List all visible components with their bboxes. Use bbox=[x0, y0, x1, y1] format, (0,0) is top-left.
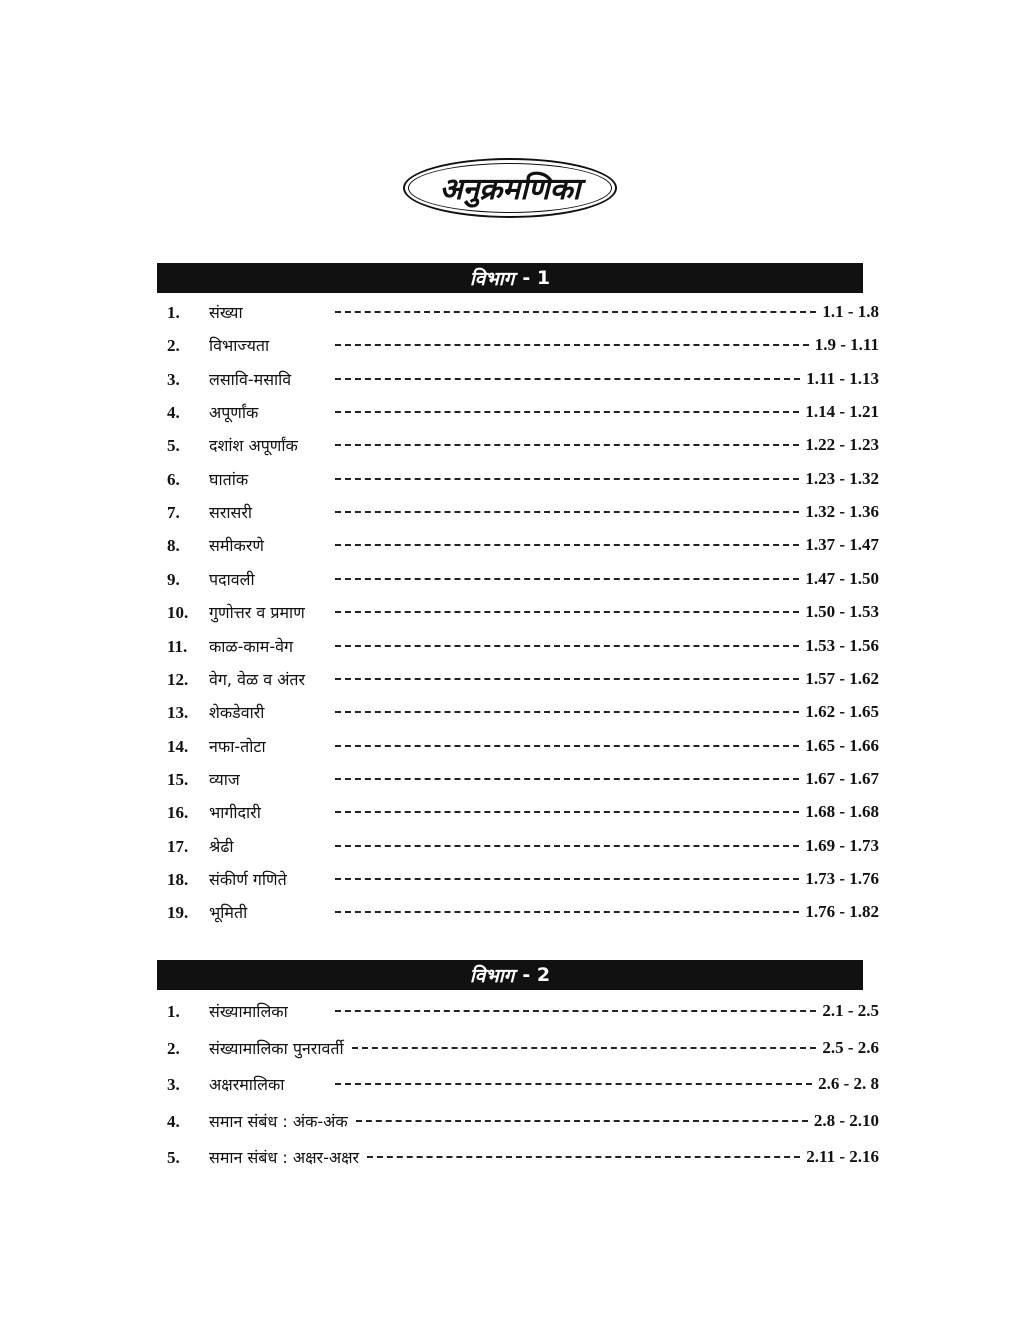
toc-label: श्रेढी bbox=[209, 836, 234, 856]
toc-pages: 1.1 - 1.8 bbox=[822, 302, 879, 321]
toc-leader bbox=[335, 611, 799, 613]
toc-label: समान संबंध : अंक-अंक bbox=[209, 1111, 348, 1131]
toc-label: संख्यामालिका bbox=[209, 1002, 288, 1021]
toc-pages: 2.5 - 2.6 bbox=[822, 1037, 879, 1057]
toc-pages: 1.65 - 1.66 bbox=[805, 735, 879, 755]
toc-row bbox=[157, 797, 879, 827]
toc-leader bbox=[335, 811, 799, 813]
toc-leader bbox=[335, 578, 799, 580]
toc-leader bbox=[335, 878, 799, 880]
toc-row bbox=[157, 297, 879, 327]
toc-leader bbox=[335, 311, 816, 313]
toc-number: 6. bbox=[167, 469, 180, 489]
toc-row bbox=[157, 1033, 879, 1063]
toc-number: 18. bbox=[167, 869, 189, 889]
toc-leader bbox=[335, 911, 799, 913]
toc-row bbox=[157, 597, 879, 627]
toc-row bbox=[157, 1069, 879, 1099]
toc-leader bbox=[335, 1083, 812, 1085]
toc-leader bbox=[335, 645, 799, 647]
toc-leader bbox=[367, 1156, 800, 1158]
toc-pages: 1.32 - 1.36 bbox=[805, 502, 879, 522]
section-1-number: - 1 bbox=[522, 267, 551, 289]
toc-row bbox=[157, 1106, 879, 1136]
toc-leader bbox=[335, 544, 799, 546]
toc-number: 7. bbox=[167, 503, 180, 523]
toc-number: 8. bbox=[167, 536, 180, 556]
toc-pages: 1.62 - 1.65 bbox=[805, 702, 879, 722]
toc-leader bbox=[335, 411, 799, 413]
section-1-header bbox=[157, 263, 863, 293]
toc-number: 17. bbox=[167, 836, 189, 856]
toc-pages: 1.67 - 1.67 bbox=[805, 768, 879, 788]
toc-row bbox=[157, 664, 879, 694]
toc-pages: 1.9 - 1.11 bbox=[814, 335, 879, 355]
toc-label: शेकडेवारी bbox=[209, 703, 265, 723]
toc-pages: 1.50 - 1.53 bbox=[805, 602, 879, 622]
toc-label: वेग, वेळ व अंतर bbox=[209, 669, 306, 689]
toc-row bbox=[157, 731, 879, 761]
toc-number: 12. bbox=[167, 669, 189, 689]
toc-row bbox=[157, 697, 879, 727]
index-title-badge bbox=[403, 158, 617, 218]
toc-row bbox=[157, 364, 879, 394]
index-title: अनुक्रमणिका bbox=[439, 171, 581, 207]
toc-label: संकीर्ण गणिते bbox=[209, 869, 287, 889]
toc-label: अक्षरमालिका bbox=[209, 1075, 285, 1095]
toc-row bbox=[157, 897, 879, 927]
toc-leader bbox=[335, 711, 799, 713]
toc-row bbox=[157, 530, 879, 560]
toc-row bbox=[157, 764, 879, 794]
toc-leader bbox=[352, 1047, 816, 1049]
section-2 bbox=[157, 960, 879, 1168]
toc-label: नफा-तोटा bbox=[209, 736, 266, 756]
toc-leader bbox=[335, 745, 799, 747]
section-1 bbox=[157, 263, 879, 923]
toc-number: 1. bbox=[167, 1002, 180, 1021]
toc-pages: 1.23 - 1.32 bbox=[805, 468, 879, 488]
toc-number: 1. bbox=[167, 303, 180, 322]
toc-number: 11. bbox=[167, 636, 188, 656]
toc-leader bbox=[335, 478, 799, 480]
toc-pages: 2.8 - 2.10 bbox=[813, 1110, 879, 1130]
section-1-label: विभाग bbox=[469, 268, 515, 290]
toc-number: 10. bbox=[167, 603, 189, 623]
toc-label: संख्यामालिका पुनरावर्ती bbox=[209, 1038, 344, 1058]
toc-pages: 1.47 - 1.50 bbox=[805, 568, 879, 588]
toc-pages: 2.11 - 2.16 bbox=[806, 1147, 879, 1167]
toc-row bbox=[157, 330, 879, 360]
toc-number: 9. bbox=[167, 569, 180, 589]
toc-leader bbox=[335, 678, 799, 680]
toc-row bbox=[157, 996, 879, 1026]
toc-number: 4. bbox=[167, 403, 180, 423]
toc-label: अपूर्णांक bbox=[209, 403, 259, 423]
toc-row bbox=[157, 397, 879, 427]
toc-label: विभाज्यता bbox=[209, 336, 270, 356]
toc-pages: 1.53 - 1.56 bbox=[805, 635, 879, 655]
section-2-number: - 2 bbox=[522, 964, 551, 986]
toc-pages: 1.69 - 1.73 bbox=[805, 835, 879, 855]
toc-pages: 1.57 - 1.62 bbox=[805, 668, 879, 688]
toc-label: सरासरी bbox=[209, 503, 253, 523]
toc-label: भागीदारी bbox=[209, 803, 261, 823]
toc-leader bbox=[335, 378, 800, 380]
toc-label: भूमिती bbox=[209, 903, 248, 923]
toc-row bbox=[157, 631, 879, 661]
toc-number: 19. bbox=[167, 903, 189, 923]
toc-number: 13. bbox=[167, 703, 189, 723]
toc-pages: 1.11 - 1.13 bbox=[806, 368, 879, 388]
toc-row bbox=[157, 1142, 879, 1172]
toc-label: गुणोत्तर व प्रमाण bbox=[209, 603, 305, 623]
toc-label: समान संबंध : अक्षर-अक्षर bbox=[209, 1148, 360, 1168]
toc-label: पदावली bbox=[209, 569, 255, 589]
section-2-label: विभाग bbox=[469, 965, 515, 987]
toc-leader bbox=[335, 344, 809, 346]
toc-leader bbox=[335, 778, 799, 780]
toc-label: व्याज bbox=[209, 769, 240, 789]
toc-row bbox=[157, 464, 879, 494]
toc-leader bbox=[335, 444, 799, 446]
toc-pages: 1.14 - 1.21 bbox=[805, 402, 879, 422]
toc-leader bbox=[356, 1120, 808, 1122]
toc-pages: 1.73 - 1.76 bbox=[805, 868, 879, 888]
toc-pages: 1.76 - 1.82 bbox=[805, 902, 879, 922]
toc-pages: 2.6 - 2. 8 bbox=[818, 1074, 879, 1094]
toc-row bbox=[157, 864, 879, 894]
toc-row bbox=[157, 497, 879, 527]
toc-number: 14. bbox=[167, 736, 189, 756]
toc-number: 4. bbox=[167, 1111, 180, 1131]
toc-label: संख्या bbox=[209, 303, 243, 322]
toc-label: घातांक bbox=[209, 469, 249, 489]
toc-label: दशांश अपूर्णांक bbox=[209, 436, 298, 456]
toc-label: लसावि-मसावि bbox=[209, 369, 292, 389]
toc-pages: 1.37 - 1.47 bbox=[805, 535, 879, 555]
toc-number: 5. bbox=[167, 1148, 180, 1168]
toc-pages: 1.22 - 1.23 bbox=[805, 435, 879, 455]
toc-row bbox=[157, 831, 879, 861]
toc-pages: 2.1 - 2.5 bbox=[822, 1001, 879, 1020]
toc-number: 5. bbox=[167, 436, 180, 456]
toc-label: समीकरणे bbox=[209, 536, 264, 556]
toc-leader bbox=[335, 511, 799, 513]
toc-number: 16. bbox=[167, 803, 189, 823]
toc-label: काळ-काम-वेग bbox=[209, 636, 294, 656]
toc-number: 3. bbox=[167, 369, 180, 389]
toc-row bbox=[157, 430, 879, 460]
toc-leader bbox=[335, 1010, 816, 1012]
toc-leader bbox=[335, 845, 799, 847]
toc-row bbox=[157, 564, 879, 594]
toc-number: 2. bbox=[167, 1038, 180, 1058]
section-2-header bbox=[157, 960, 863, 990]
toc-pages: 1.68 - 1.68 bbox=[805, 802, 879, 822]
toc-number: 3. bbox=[167, 1075, 180, 1095]
toc-number: 2. bbox=[167, 336, 180, 356]
toc-number: 15. bbox=[167, 769, 189, 789]
